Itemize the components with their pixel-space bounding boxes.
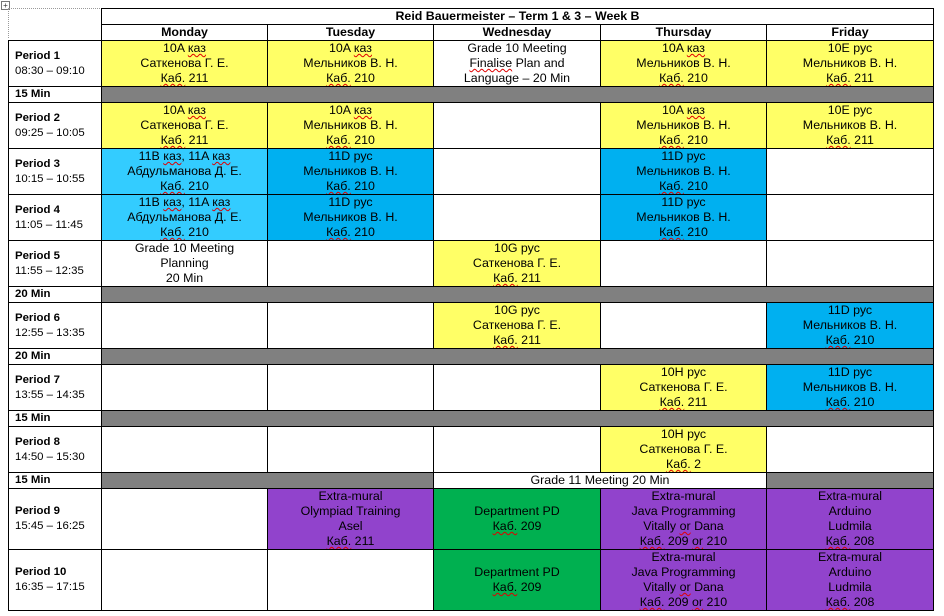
cell-text-line: Мельников В. Н. bbox=[636, 210, 731, 224]
cell-text-line: Мельников В. Н. bbox=[802, 318, 898, 332]
cell-text-line: 11D рус bbox=[328, 149, 373, 163]
spellcheck-underline: Каб. bbox=[492, 580, 518, 594]
lesson-cell[interactable] bbox=[102, 41, 268, 87]
cell-text-line: Каб. 211 bbox=[493, 333, 541, 347]
cell-text-line: Каб. 210 bbox=[326, 179, 375, 193]
cell-text-line: Каб. 211 bbox=[160, 133, 209, 147]
cell-text-line: 10A каз bbox=[662, 103, 705, 117]
empty-cell[interactable] bbox=[767, 149, 934, 195]
period-name: Period 2 bbox=[15, 111, 60, 124]
cell-text-line: Language – 20 Min bbox=[463, 71, 571, 85]
cell-text-line: Мельников В. Н. bbox=[802, 56, 898, 70]
spellcheck-underline: каз bbox=[686, 41, 705, 55]
spellcheck-underline: Каб. bbox=[665, 457, 691, 471]
cell-text-line: 11D рус bbox=[827, 365, 873, 379]
break-label[interactable]: 20 Min bbox=[9, 349, 102, 365]
period-name: Period 10 bbox=[15, 566, 67, 578]
spellcheck-underline: каз bbox=[187, 41, 206, 55]
spellcheck-underline: Каб. bbox=[493, 333, 518, 347]
period-label[interactable] bbox=[9, 241, 102, 287]
spellcheck-underline: Каб. bbox=[825, 595, 851, 609]
spellcheck-underline: or bbox=[679, 580, 691, 594]
cell-text-line: Абдульманова Д. Е. bbox=[127, 210, 242, 224]
empty-cell[interactable] bbox=[268, 365, 434, 411]
cell-text-line: Каб. 209 or 210 bbox=[639, 595, 728, 609]
timetable bbox=[8, 8, 934, 611]
period-label[interactable] bbox=[9, 195, 102, 241]
spellcheck-underline: Каб. bbox=[326, 179, 351, 193]
period-name: Period 9 bbox=[15, 505, 60, 517]
empty-cell[interactable] bbox=[434, 149, 601, 195]
cell-text-line: Каб. 211 bbox=[160, 71, 209, 85]
cell-text-line: Department PD bbox=[474, 565, 560, 579]
cell-text-line: Мельников В. Н. bbox=[636, 118, 731, 132]
empty-cell[interactable] bbox=[434, 195, 601, 241]
empty-cell[interactable] bbox=[434, 427, 601, 473]
lesson-cell[interactable] bbox=[102, 149, 268, 195]
spellcheck-underline: каз bbox=[686, 103, 705, 117]
period-time: 14:50 – 15:30 bbox=[15, 450, 85, 463]
lesson-cell[interactable] bbox=[434, 303, 601, 349]
spellcheck-underline: Каб. bbox=[326, 133, 351, 147]
spellcheck-underline: Каб. bbox=[825, 333, 851, 347]
period-label[interactable] bbox=[9, 550, 102, 611]
cell-text-line: 11D рус bbox=[827, 303, 873, 317]
cell-text-line: Каб. 210 bbox=[659, 133, 708, 147]
break-label[interactable]: 15 Min bbox=[9, 473, 102, 489]
lesson-cell[interactable] bbox=[102, 103, 268, 149]
break-label[interactable]: 20 Min bbox=[9, 287, 102, 303]
cell-text-line: Finalise Plan and bbox=[469, 56, 565, 70]
spellcheck-underline: Каб. bbox=[659, 133, 684, 147]
cell-text-line: Каб. 210 bbox=[825, 395, 875, 409]
day-header-wednesday[interactable]: Wednesday bbox=[434, 25, 601, 41]
empty-cell[interactable] bbox=[767, 241, 934, 287]
cell-text-line: Каб. 211 bbox=[659, 395, 708, 409]
lesson-cell[interactable] bbox=[268, 103, 434, 149]
break-bar bbox=[102, 87, 934, 103]
cell-text-line: Каб. 210 bbox=[659, 225, 708, 239]
period-name: Period 8 bbox=[15, 435, 60, 448]
period-time: 09:25 – 10:05 bbox=[15, 126, 85, 139]
cell-text-line: Asel bbox=[338, 519, 363, 533]
spellcheck-underline: каз bbox=[353, 41, 372, 55]
period-time: 16:35 – 17:15 bbox=[15, 581, 85, 593]
lesson-cell[interactable] bbox=[601, 365, 767, 411]
cell-text-line: 10A каз bbox=[662, 41, 705, 55]
department-pd-cell[interactable] bbox=[434, 550, 601, 611]
day-header-tuesday[interactable]: Tuesday bbox=[268, 25, 434, 41]
cell-text-line: Grade 10 Meeting bbox=[134, 241, 235, 255]
spellcheck-underline: Каб. bbox=[326, 71, 351, 85]
extramural-cell[interactable] bbox=[601, 550, 767, 611]
spellcheck-underline: Каб. bbox=[639, 595, 665, 609]
period-label[interactable] bbox=[9, 365, 102, 411]
empty-cell[interactable] bbox=[767, 427, 934, 473]
timetable-title[interactable]: Reid Bauermeister – Term 1 & 3 – Week B bbox=[102, 9, 934, 25]
corner-cell bbox=[9, 25, 102, 41]
spellcheck-underline: каз bbox=[163, 149, 182, 163]
spellcheck-underline: Каб. bbox=[493, 271, 518, 285]
lesson-cell[interactable] bbox=[767, 303, 934, 349]
day-header-monday[interactable]: Monday bbox=[102, 25, 268, 41]
cell-text-line: 10A каз bbox=[163, 103, 206, 117]
corner-cell bbox=[9, 9, 102, 25]
spellcheck-underline: Каб. bbox=[160, 225, 185, 239]
break-bar bbox=[102, 411, 934, 427]
cell-text-line: 11B каз, 11A каз bbox=[138, 149, 231, 163]
cell-text-line: Каб. 210 bbox=[825, 333, 875, 347]
period-time: 08:30 – 09:10 bbox=[15, 64, 85, 77]
meeting-cell[interactable] bbox=[434, 41, 601, 87]
cell-text-line: Каб. 208 bbox=[825, 595, 875, 609]
table-move-handle-icon[interactable]: + bbox=[1, 1, 10, 10]
spellcheck-underline: Finalise bbox=[469, 56, 513, 70]
break-bar bbox=[767, 473, 934, 489]
break-bar bbox=[102, 287, 934, 303]
cell-text-line: Мельников В. Н. bbox=[802, 380, 898, 394]
spellcheck-underline: каз bbox=[212, 149, 231, 163]
cell-text-line: 10E рус bbox=[827, 41, 873, 55]
spellcheck-underline: Каб. bbox=[160, 71, 186, 85]
empty-cell[interactable] bbox=[102, 303, 268, 349]
spellcheck-underline: Каб. bbox=[326, 534, 352, 548]
day-header-thursday[interactable]: Thursday bbox=[601, 25, 767, 41]
cell-text-line: Каб. 210 bbox=[326, 133, 375, 147]
cell-text-line: Мельников В. Н. bbox=[303, 56, 398, 70]
department-pd-cell[interactable] bbox=[434, 489, 601, 550]
cell-text-line: 11D рус bbox=[328, 195, 373, 209]
cell-text-line: Мельников В. Н. bbox=[636, 56, 731, 70]
cell-text-line: 11B каз, 11A каз bbox=[138, 195, 231, 209]
cell-text-line: Java Programming bbox=[631, 565, 736, 579]
period-time: 11:55 – 12:35 bbox=[15, 264, 84, 277]
period-name: Period 1 bbox=[15, 49, 60, 62]
cell-text-line: Vitally or Dana bbox=[643, 580, 724, 594]
cell-text-line: Каб. 211 bbox=[826, 133, 874, 147]
spellcheck-underline: Каб. bbox=[659, 395, 685, 409]
cell-text-line: Абдульманова Д. Е. bbox=[127, 164, 242, 178]
cell-text-line: Extra-mural bbox=[651, 550, 716, 564]
cell-text-line: Мельников В. Н. bbox=[802, 118, 898, 132]
spellcheck-underline: Каб. bbox=[160, 179, 185, 193]
cell-text-line: Каб. 210 bbox=[160, 225, 209, 239]
cell-text-line: Planning bbox=[160, 256, 209, 270]
empty-cell[interactable] bbox=[268, 241, 434, 287]
cell-text-line: Ludmila bbox=[828, 580, 872, 594]
cell-text-line: 10H рус bbox=[660, 365, 707, 379]
empty-cell[interactable] bbox=[601, 303, 767, 349]
cell-text-line: 10A каз bbox=[329, 103, 372, 117]
extramural-cell[interactable] bbox=[601, 489, 767, 550]
empty-cell[interactable] bbox=[268, 303, 434, 349]
cell-text-line: Extra-mural bbox=[817, 550, 883, 564]
empty-cell[interactable] bbox=[102, 365, 268, 411]
spellcheck-underline: каз bbox=[187, 103, 206, 117]
lesson-cell[interactable] bbox=[268, 149, 434, 195]
cell-text-line: Саткенова Г. Е. bbox=[639, 442, 728, 456]
cell-text-line: Каб. 209 or 210 bbox=[639, 534, 728, 548]
cell-text-line: Саткенова Г. Е. bbox=[472, 318, 562, 332]
cell-text-line: 10H рус bbox=[660, 427, 707, 441]
break-bar bbox=[102, 349, 934, 365]
cell-text-line: Саткенова Г. Е. bbox=[472, 256, 562, 270]
break-label[interactable]: 15 Min bbox=[9, 87, 102, 103]
cell-text-line: Каб. 210 bbox=[659, 71, 708, 85]
cell-text-line: Каб. 210 bbox=[160, 179, 209, 193]
cell-text-line: 10A каз bbox=[163, 41, 206, 55]
lesson-cell[interactable] bbox=[601, 195, 767, 241]
spellcheck-underline: Каб. bbox=[659, 71, 684, 85]
extramural-cell[interactable] bbox=[767, 489, 934, 550]
cell-text-line: Мельников В. Н. bbox=[303, 164, 398, 178]
cell-text-line: Department PD bbox=[474, 504, 560, 518]
cell-text-line: Java Programming bbox=[631, 504, 736, 518]
cell-text-line: Extra-mural bbox=[817, 489, 883, 503]
empty-cell[interactable] bbox=[434, 103, 601, 149]
lesson-cell[interactable] bbox=[601, 103, 767, 149]
cell-text-line: Каб. 210 bbox=[326, 71, 375, 85]
cell-text-line: Каб. 209 bbox=[492, 519, 542, 533]
cell-text-line: 10A каз bbox=[329, 41, 372, 55]
cell-text-line: 11D рус bbox=[661, 195, 706, 209]
cell-text-line: Каб. 211 bbox=[326, 534, 375, 548]
spellcheck-underline: Каб. bbox=[826, 71, 851, 85]
lesson-cell[interactable] bbox=[434, 241, 601, 287]
grade11-meeting-cell[interactable]: Grade 11 Meeting 20 Min bbox=[434, 473, 767, 489]
cell-text-line: Arduino bbox=[828, 565, 872, 579]
period-label[interactable] bbox=[9, 149, 102, 195]
period-time: 11:05 – 11:45 bbox=[15, 218, 83, 231]
spellcheck-underline: каз bbox=[212, 195, 231, 209]
spellcheck-underline: Каб. bbox=[825, 534, 851, 548]
lesson-cell[interactable] bbox=[601, 427, 767, 473]
cell-text-line: Olympiad Training bbox=[300, 504, 401, 518]
cell-text-line: Саткенова Г. Е. bbox=[140, 56, 229, 70]
cell-text-line: 10G рус bbox=[494, 241, 540, 255]
empty-cell[interactable] bbox=[102, 427, 268, 473]
period-label[interactable] bbox=[9, 489, 102, 550]
cell-text-line: Extra-mural bbox=[651, 489, 716, 503]
cell-text-line: Каб. 211 bbox=[493, 271, 541, 285]
cell-text-line: Каб. 208 bbox=[825, 534, 875, 548]
lesson-cell[interactable] bbox=[767, 103, 934, 149]
cell-text-line: 10E рус bbox=[827, 103, 873, 117]
meeting-cell[interactable] bbox=[102, 241, 268, 287]
period-name: Period 4 bbox=[15, 203, 60, 216]
cell-text-line: Каб. 211 bbox=[826, 71, 874, 85]
empty-cell[interactable] bbox=[268, 427, 434, 473]
cell-text-line: Grade 10 Meeting bbox=[467, 41, 567, 55]
day-header-friday[interactable]: Friday bbox=[767, 25, 934, 41]
period-name: Period 3 bbox=[15, 157, 60, 170]
cell-text-line: Мельников В. Н. bbox=[303, 210, 398, 224]
cell-text-line: Мельников В. Н. bbox=[303, 118, 398, 132]
spellcheck-underline: Каб. bbox=[492, 519, 518, 533]
cell-text-line: Каб. 210 bbox=[326, 225, 375, 239]
cell-text-line: Мельников В. Н. bbox=[636, 164, 731, 178]
period-label[interactable] bbox=[9, 41, 102, 87]
cell-text-line: Arduino bbox=[828, 504, 872, 518]
period-label[interactable] bbox=[9, 103, 102, 149]
empty-cell[interactable] bbox=[102, 550, 268, 611]
empty-cell[interactable] bbox=[601, 241, 767, 287]
empty-cell[interactable] bbox=[434, 365, 601, 411]
spellcheck-underline: or bbox=[692, 534, 704, 548]
lesson-cell[interactable] bbox=[102, 195, 268, 241]
empty-cell[interactable] bbox=[767, 195, 934, 241]
period-label[interactable] bbox=[9, 303, 102, 349]
lesson-cell[interactable] bbox=[767, 41, 934, 87]
spellcheck-underline: Каб. bbox=[826, 133, 851, 147]
period-time: 10:15 – 10:55 bbox=[15, 172, 85, 185]
extramural-cell[interactable] bbox=[767, 550, 934, 611]
cell-text-line: 20 Min bbox=[165, 271, 204, 285]
cell-text-line: Каб. 2 bbox=[665, 457, 701, 471]
lesson-cell[interactable] bbox=[767, 365, 934, 411]
period-time: 13:55 – 14:35 bbox=[15, 388, 85, 401]
empty-cell[interactable] bbox=[102, 489, 268, 550]
lesson-cell[interactable] bbox=[268, 195, 434, 241]
break-label[interactable]: 15 Min bbox=[9, 411, 102, 427]
cell-text-line: Саткенова Г. Е. bbox=[140, 118, 229, 132]
spellcheck-underline: Каб. bbox=[160, 133, 186, 147]
period-name: Period 5 bbox=[15, 249, 60, 262]
cell-text-line: Ludmila bbox=[828, 519, 872, 533]
cell-text-line: 11D рус bbox=[661, 149, 706, 163]
empty-cell[interactable] bbox=[268, 550, 434, 611]
spellcheck-underline: Каб. bbox=[326, 225, 351, 239]
period-name: Period 7 bbox=[15, 373, 60, 386]
cell-text-line: Vitally or Dana bbox=[643, 519, 724, 533]
cell-text-line: Каб. 210 bbox=[659, 179, 708, 193]
period-time: 15:45 – 16:25 bbox=[15, 520, 85, 532]
spellcheck-underline: каз bbox=[353, 103, 372, 117]
cell-text-line: Каб. 209 bbox=[492, 580, 542, 594]
spellcheck-underline: каз bbox=[163, 195, 182, 209]
spellcheck-underline: Каб. bbox=[659, 179, 684, 193]
period-name: Period 6 bbox=[15, 311, 60, 324]
period-label[interactable] bbox=[9, 427, 102, 473]
spellcheck-underline: Каб. bbox=[639, 534, 665, 548]
lesson-cell[interactable] bbox=[268, 41, 434, 87]
lesson-cell[interactable] bbox=[601, 41, 767, 87]
cell-text-line: Саткенова Г. Е. bbox=[639, 380, 728, 394]
spellcheck-underline: Каб. bbox=[659, 225, 684, 239]
cell-text-line: 10G рус bbox=[494, 303, 540, 317]
spellcheck-underline: or bbox=[679, 519, 691, 533]
spellcheck-underline: or bbox=[692, 595, 704, 609]
break-bar bbox=[102, 473, 434, 489]
cell-text-line: Extra-mural bbox=[318, 489, 383, 503]
period-time: 12:55 – 13:35 bbox=[15, 326, 85, 339]
spellcheck-underline: Каб. bbox=[825, 395, 851, 409]
extramural-cell[interactable] bbox=[268, 489, 434, 550]
lesson-cell[interactable] bbox=[601, 149, 767, 195]
